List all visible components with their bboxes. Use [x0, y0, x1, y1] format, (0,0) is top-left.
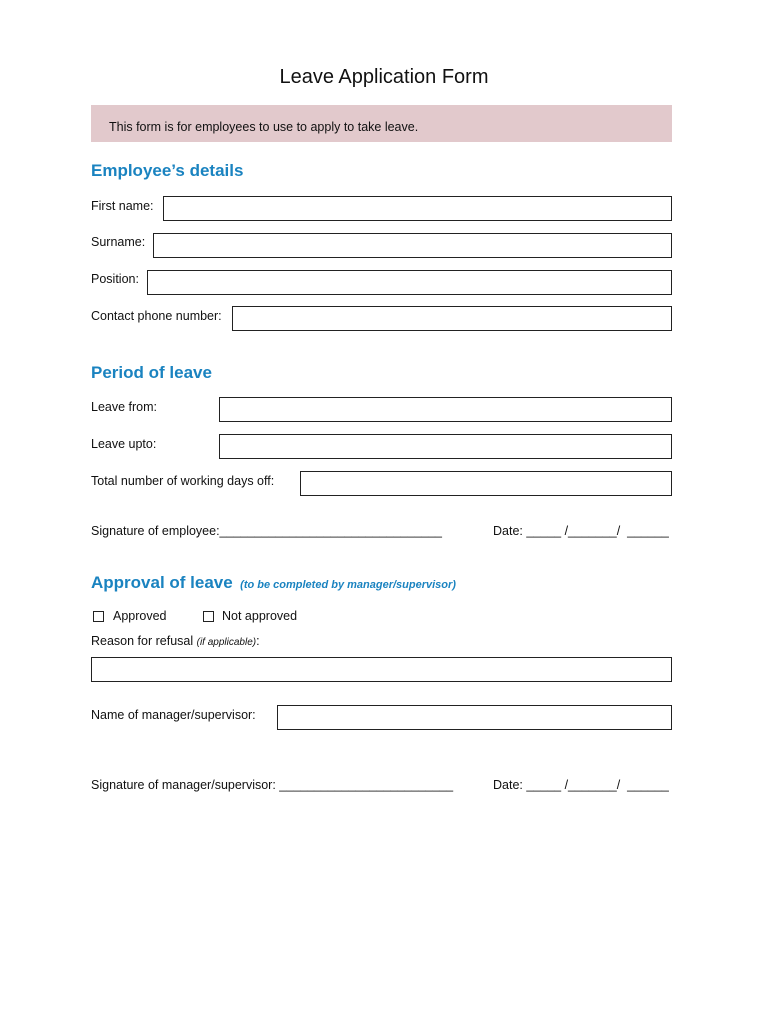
intro-banner: [91, 105, 672, 142]
surname-field[interactable]: [153, 233, 672, 258]
approved-checkbox[interactable]: [93, 611, 104, 622]
reason-note: (if applicable): [196, 637, 257, 648]
period-of-leave-heading: Period of leave: [91, 363, 212, 382]
employee-signature-line[interactable]: Signature of employee:________________________________: [91, 524, 443, 538]
leave-from-field[interactable]: [219, 397, 672, 422]
approved-label: Approved: [113, 609, 167, 623]
leave-upto-label: Leave upto:: [91, 437, 157, 451]
manager-date-line[interactable]: Date: _____ /_______/ ______: [493, 778, 669, 792]
first-name-label: First name:: [91, 199, 154, 213]
employee-details-heading: Employee’s details: [91, 161, 244, 180]
total-days-field[interactable]: [300, 471, 672, 496]
reason-label-row: [91, 634, 260, 648]
first-name-field[interactable]: [163, 196, 672, 221]
manager-signature-line[interactable]: Signature of manager/supervisor: _________________________: [91, 778, 454, 792]
employee-date-line[interactable]: Date: _____ /_______/ ______: [493, 524, 669, 538]
approval-note: (to be completed by manager/supervisor): [240, 579, 456, 591]
approval-heading: Approval of leave: [91, 573, 233, 592]
total-days-label: Total number of working days off:: [91, 474, 275, 488]
position-field[interactable]: [147, 270, 672, 295]
intro-text: This form is for employees to use to apply to take leave.: [109, 120, 419, 134]
reason-field[interactable]: [91, 657, 672, 682]
phone-field[interactable]: [232, 306, 672, 331]
approval-heading-row: [91, 573, 456, 593]
position-label: Position:: [91, 272, 139, 286]
manager-name-field[interactable]: [277, 705, 672, 730]
leave-from-label: Leave from:: [91, 400, 158, 414]
manager-name-label: Name of manager/supervisor:: [91, 708, 256, 722]
not-approved-checkbox[interactable]: [203, 611, 214, 622]
leave-upto-field[interactable]: [219, 434, 672, 459]
not-approved-label: Not approved: [222, 609, 298, 623]
reason-label: Reason for refusal: [91, 634, 194, 648]
phone-label: Contact phone number:: [91, 309, 222, 323]
surname-label: Surname:: [91, 235, 146, 249]
form-title: Leave Application Form: [279, 66, 489, 88]
reason-colon: :: [256, 634, 260, 648]
